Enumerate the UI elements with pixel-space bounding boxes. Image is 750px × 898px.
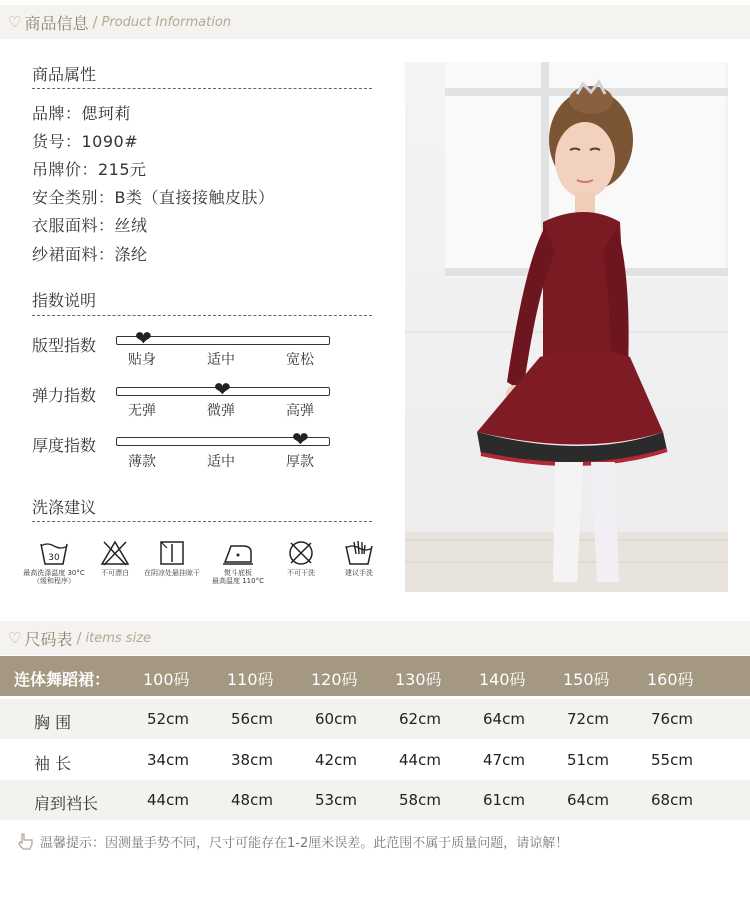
measurement-tip — [18, 832, 568, 851]
size-col-150: 150码 — [563, 670, 610, 689]
hand-point-icon — [18, 833, 34, 851]
attribute-tulle-fabric: 纱裙面料：涤纶 — [32, 245, 148, 264]
table-cell: 38cm — [231, 751, 273, 769]
fit-tick-loose: 宽松 — [286, 352, 314, 368]
table-cell: 62cm — [399, 710, 441, 728]
table-cell: 68cm — [651, 791, 693, 809]
table-cell: 64cm — [567, 791, 609, 809]
attribute-fabric: 衣服面料：丝绒 — [32, 216, 148, 235]
row-label-sleeve: 袖 长 — [34, 754, 72, 773]
dashed-divider — [32, 521, 372, 522]
table-cell: 44cm — [399, 751, 441, 769]
wash-30-icon — [39, 540, 69, 566]
care-hand-wash — [324, 540, 394, 577]
attribute-tag-price: 吊牌价：215元 — [32, 160, 147, 179]
elasticity-tick-slight: 微弹 — [207, 403, 235, 419]
size-chart-subtitle: items size — [85, 630, 152, 646]
care-no-dryclean-text: 不可干洗 — [287, 569, 315, 577]
heart-icon: ♡ — [8, 629, 22, 647]
table-cell: 42cm — [315, 751, 357, 769]
care-iron-text: 熨斗底板 最高温度 110°C — [212, 569, 264, 586]
size-col-120: 120码 — [311, 670, 358, 689]
table-cell: 72cm — [567, 710, 609, 728]
girl-in-velvet-dress-image — [405, 62, 728, 592]
no-bleach-icon — [100, 540, 130, 566]
title-divider: / — [92, 13, 98, 31]
thickness-index-marker-icon: ❤ — [292, 427, 309, 451]
attribute-safety-class: 安全类别：B类（直接接触皮肤） — [32, 188, 275, 207]
table-cell: 60cm — [315, 710, 357, 728]
hand-wash-icon — [342, 540, 376, 566]
size-chart-header — [0, 621, 750, 655]
svg-text:30: 30 — [48, 553, 60, 563]
table-cell: 55cm — [651, 751, 693, 769]
size-table-header — [0, 656, 750, 696]
fit-index-label: 版型指数 — [32, 336, 97, 355]
index-heading: 指数说明 — [32, 291, 97, 310]
no-dryclean-icon — [286, 540, 316, 566]
size-col-160: 160码 — [647, 670, 694, 689]
fit-tick-tight: 贴身 — [128, 352, 156, 368]
product-info-title: 商品信息 — [24, 13, 89, 33]
thickness-index-label: 厚度指数 — [32, 436, 97, 455]
table-cell: 51cm — [567, 751, 609, 769]
care-wash-text: 最高洗涤温度 30°C （缓和程序） — [23, 569, 85, 586]
table-row — [0, 699, 750, 739]
elasticity-index-label: 弹力指数 — [32, 386, 97, 405]
row-label-chest: 胸 围 — [34, 713, 72, 732]
attribute-brand: 品牌：偲珂莉 — [32, 104, 132, 123]
table-cell: 61cm — [483, 791, 525, 809]
row-label-shoulder-crotch: 肩到裆长 — [34, 794, 99, 813]
heart-icon: ♡ — [8, 13, 22, 31]
size-col-140: 140码 — [479, 670, 526, 689]
fit-tick-medium: 适中 — [207, 352, 235, 368]
care-iron — [203, 540, 273, 586]
dashed-divider — [32, 315, 372, 316]
table-cell: 47cm — [483, 751, 525, 769]
size-col-110: 110码 — [227, 670, 274, 689]
table-cell: 56cm — [231, 710, 273, 728]
table-cell: 44cm — [147, 791, 189, 809]
table-row — [0, 780, 750, 820]
table-cell: 76cm — [651, 710, 693, 728]
title-divider: / — [76, 629, 82, 647]
attributes-heading: 商品属性 — [32, 65, 97, 84]
table-cell: 34cm — [147, 751, 189, 769]
fit-index-marker-icon: ❤ — [135, 326, 152, 350]
care-wash-30 — [19, 540, 89, 586]
iron-cloth-icon — [221, 540, 255, 566]
product-photo — [405, 62, 728, 592]
thickness-tick-thick: 厚款 — [286, 454, 314, 470]
product-info-subtitle: Product Information — [101, 14, 232, 30]
attribute-item-number: 货号：1090# — [32, 132, 139, 151]
product-info-header — [0, 5, 750, 39]
size-col-100: 100码 — [143, 670, 190, 689]
table-row — [0, 740, 750, 780]
elasticity-index-marker-icon: ❤ — [214, 377, 231, 401]
care-no-bleach-text: 不可漂白 — [101, 569, 129, 577]
thickness-tick-medium: 适中 — [207, 454, 235, 470]
dry-shade-icon — [157, 540, 187, 566]
size-col-130: 130码 — [395, 670, 442, 689]
care-hand-wash-text: 建议手洗 — [345, 569, 373, 577]
care-heading: 洗涤建议 — [32, 498, 97, 517]
table-cell: 58cm — [399, 791, 441, 809]
table-cell: 53cm — [315, 791, 357, 809]
elasticity-tick-none: 无弹 — [128, 403, 156, 419]
thickness-tick-thin: 薄款 — [128, 454, 156, 470]
elasticity-tick-high: 高弹 — [286, 403, 314, 419]
size-chart-title: 尺码表 — [24, 629, 73, 649]
table-cell: 48cm — [231, 791, 273, 809]
care-dry-shade-text: 在阴凉处悬挂晾干 — [144, 569, 200, 577]
care-dry-shade — [137, 540, 207, 577]
dashed-divider — [32, 88, 372, 89]
size-table-product-label: 连体舞蹈裙： — [14, 670, 111, 689]
table-cell: 64cm — [483, 710, 525, 728]
measurement-tip-text: 温馨提示：因测量手势不同，尺寸可能存在1-2厘米误差。此范围不属于质量问题，请谅解！ — [40, 836, 569, 851]
table-cell: 52cm — [147, 710, 189, 728]
